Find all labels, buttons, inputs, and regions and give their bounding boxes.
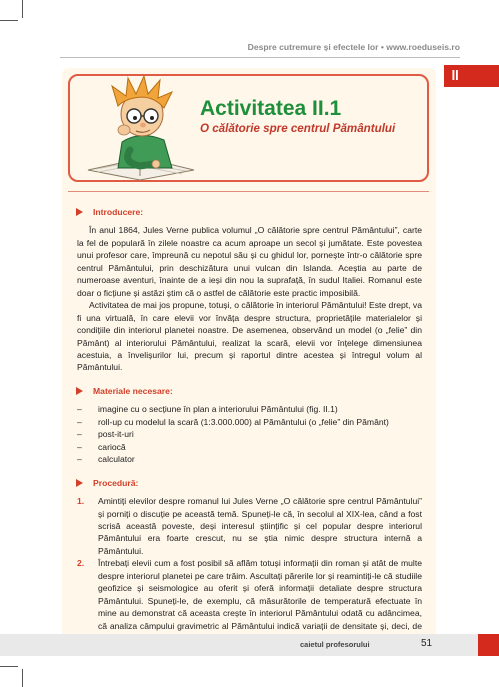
activity-title: Activitatea II.1 xyxy=(200,97,342,120)
section-divider xyxy=(68,191,429,192)
crop-mark xyxy=(22,0,23,18)
list-item: – calculator xyxy=(77,454,135,465)
header-divider xyxy=(60,57,460,58)
running-header: Despre cutremure și efectele lor • www.roeduseis.ro xyxy=(247,42,460,52)
triangle-bullet-icon xyxy=(76,479,83,487)
page-number: 51 xyxy=(421,638,433,649)
crop-mark xyxy=(22,669,23,687)
triangle-bullet-icon xyxy=(76,208,83,216)
crop-mark xyxy=(0,20,18,21)
chapter-tab: II xyxy=(444,65,499,87)
crop-mark xyxy=(0,666,18,667)
list-item: 1. Amintiți elevilor despre romanul lui Jules Verne „O călătorie spre centrul Pământului” și porniți o discuție pe această temă. Spuneți-le că, în secolul al XIX-lea, când a fost scrisă această poveste, deși interesul științific și cel popular despre interiorul Pământului era foarte crescut, nu se știa nimic despre structura internă a Pământului. xyxy=(77,496,422,556)
list-item: 2. Întrebați elevii cum a fost posibil să aflăm totuși informații din roman și atât de multe despre interiorul planetei pe care trăim. Ascultați părerile lor și reamintiți-le că studiile geofizice și seismologice au oferit și oferă informații detaliate despre structura Pământului. Spuneți-le, de exemplu, că măsurătorile de temperatură efectuate în mine au demonstrat că aceasta crește în interiorul Pământului odată cu adâncimea, că analiza câmpului gravimetric al Pământului indică variații de densitate și, deci, de xyxy=(77,558,422,631)
triangle-bullet-icon xyxy=(76,387,83,395)
materials-heading: Materiale necesare: xyxy=(77,385,422,397)
activity-subtitle: O călătorie spre centrul Pământului xyxy=(200,122,396,135)
footer-label: caietul profesorului xyxy=(300,640,370,649)
intro-heading: Introducere: xyxy=(77,206,422,218)
list-item: – imagine cu o secțiune în plan a interiorului Pământului (fig. II.1) xyxy=(77,404,338,415)
list-item: – cariocă xyxy=(77,441,126,452)
procedure-steps xyxy=(77,495,422,644)
list-item: – roll-up cu modelul la scară (1:3.000.000) al Pământului (o „felie” din Pământ) xyxy=(77,416,389,427)
intro-paragraph: Activitatea de mai jos propune, totuși, o călătorie în interiorul Pământului! Este drept, va fi una virtuală, în care elevii vor învăța despre structura, proprietățile materialelor și condițiile din interiorul planetei noastre. De asemenea, observând un model (o „felie” din Pământ) al interiorului Pământului, realizat la scară, elevii vor înțelege dimensiunea acestuia, a învelișurilor lui, precum și raportul dintre acestea și întregul volum al Pământului. xyxy=(77,300,422,373)
procedure-heading: Procedură: xyxy=(77,477,422,489)
list-item: – post-it-uri xyxy=(77,429,134,440)
activity-body xyxy=(77,206,422,645)
materials-list xyxy=(77,403,422,465)
intro-paragraph: În anul 1864, Jules Verne publica volumul „O călătorie spre centrul Pământului”, carte la fel de populară în zilele noastre ca acum aproape un secol și jumătate. Este povestea unui profesor care, împreună cu nepotul său și cu ghidul lor, pornește într-o călătorie spre centrul Pământului, prin deschizătura unui vulcan din Islanda. Aceștia au parte de numeroase aventuri, înainte de a ieși din nou la suprafață, în sudul Italiei. Romanul este doar o ficțiune și astăzi știm că o astfel de călătorie este practic imposibilă. xyxy=(77,225,422,298)
student-reading-illustration xyxy=(82,72,198,184)
footer-accent xyxy=(478,634,499,656)
